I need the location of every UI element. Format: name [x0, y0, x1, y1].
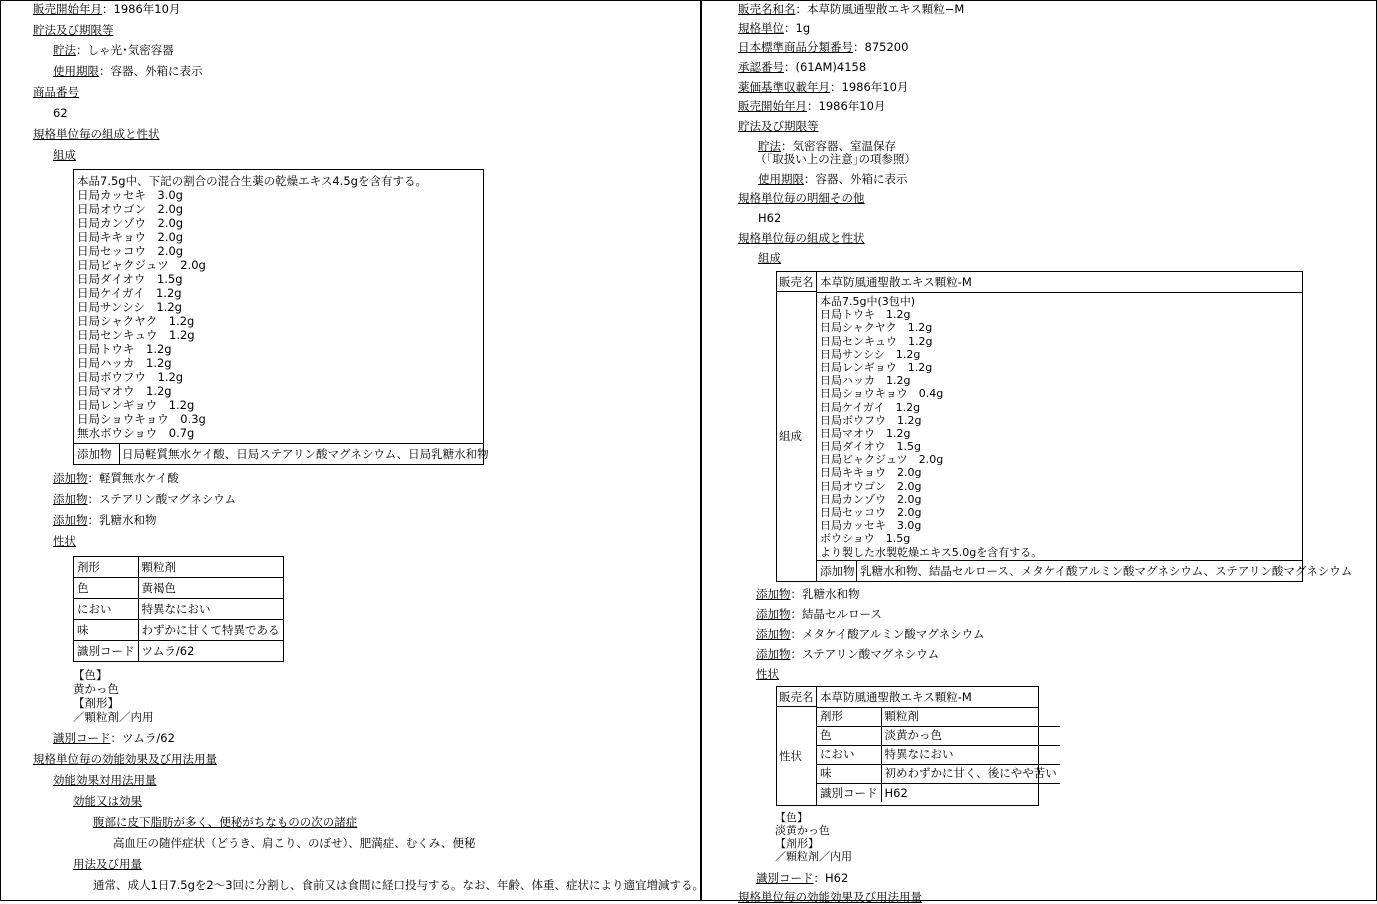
properties-row: 識別コード ツムラ/62 [74, 641, 284, 662]
composition-line: 日局ハッカ 1.2g [77, 356, 172, 370]
composition-line: 日局ケイガイ 1.2g [77, 286, 182, 300]
composition-line: 日局マオウ 1.2g [820, 426, 911, 440]
composition-line: 日局ボウフウ 1.2g [820, 413, 922, 427]
efficacy-label: 効能又は効果 [73, 794, 142, 808]
composition-line: 日局オウゴン 2.0g [77, 202, 184, 216]
composition-lines [820, 295, 1042, 559]
properties-row: 味 初めわずかに甘く、後にやや苦い [817, 764, 1060, 783]
composition-line: 日局センキュウ 1.2g [820, 334, 933, 348]
composition-table: 販売名 本草防風通聖散エキス顆粒-M 組成 本品7.5g中(3包中) 日局トウキ 1.2g 日局シャクヤク 1.2g 日局センキュウ 1.2g 日局サンシシ 1.2g 日局レンギョウ 1.2g 日局ハッカ 1.2g 日局ショウキョウ 0.4g 日局ケイガイ 1.2g 日局ボウフウ 1.2g 日局マオウ 1.2g 日局ダイオウ 1.5g 日局ビャクジュツ 2.0g 日局キキョウ 2.0g 日局オウゴン 2.0g 日局カンゾウ 2.0g 日局セッコウ 2.0g 日局カッセキ 3.0g ボウショウ 1.5g より製した水製乾燥エキス5.0gを含有する。 添加物 乳糖水和物、結晶セルロース、メタケイ酸アルミン酸マグネシウム、ステアリン酸マグネシウム [776, 271, 1303, 582]
composition-line: ボウショウ 1.5g [820, 532, 911, 546]
composition-line: より製した水製乾燥エキス5.0gを含有する。 [820, 545, 1043, 559]
composition-line: 日局オウゴン 2.0g [820, 479, 922, 493]
properties-row: 色 淡黄かっ色 [817, 726, 1060, 745]
efficacy-text: 高血圧の随伴症状（どうき、肩こり、のぼせ）、肥満症、むくみ、便秘 [113, 836, 476, 850]
sales-start-row: 販売開始年月：1986年10月 [738, 99, 886, 113]
properties-row: 剤形 顆粒剤 [74, 557, 284, 578]
composition-line: 日局レンギョウ 1.2g [77, 398, 195, 412]
composition-line: 日局トウキ 1.2g [820, 308, 911, 322]
approval-row: 承認番号：(61AM)4158 [738, 60, 867, 74]
composition-line: 日局ショウキョウ 0.4g [820, 387, 944, 401]
product-number-heading: 商品番号 [33, 85, 79, 99]
composition-line: 日局カッセキ 3.0g [77, 188, 183, 202]
composition-line: 日局ダイオウ 1.5g [77, 272, 183, 286]
composition-line: 日局ボウフウ 1.2g [77, 370, 184, 384]
storage-heading: 貯法及び期限等 [738, 119, 819, 133]
composition-line: 本品7.5g中、下記の割合の混合生薬の乾燥エキス4.5gを含有する。 [77, 174, 427, 188]
storage-row: 貯法：気密容器、室温保存 [758, 139, 896, 153]
composition-lines [74, 170, 483, 440]
properties-row: 味 わずかに甘くて特異である [74, 620, 284, 641]
composition-line: 日局サンシシ 1.2g [77, 300, 182, 314]
additive-row-1: 添加物：乳糖水和物 [756, 587, 860, 601]
dosage-text: 通常、成人1日7.5gを2～3回に分割し、食前又は食間に経口投与する。なお、年齢、体重、症状により適宜増減する。 [93, 878, 705, 892]
composition-line: 日局ショウキョウ 0.3g [77, 412, 206, 426]
spec-heading: 規格単位毎の明細その他 [738, 191, 865, 205]
right-document-pane[interactable] [702, 0, 1377, 904]
storage-row: 貯法：しゃ光･気密容器 [53, 43, 174, 57]
properties-row: におい 特異なにおい [817, 745, 1060, 764]
spec-value: H62 [758, 211, 782, 225]
expiry-row: 使用期限：容器、外箱に表示 [758, 172, 908, 186]
composition-line: 日局トウキ 1.2g [77, 342, 172, 356]
id-code-row: 識別コード：H62 [756, 871, 849, 885]
composition-line: 日局センキュウ 1.2g [77, 328, 195, 342]
efficacy-target: 腹部に皮下脂肪が多く、便秘がちなものの次の諸症 [93, 815, 358, 829]
jsic-row: 日本標準商品分類番号：875200 [738, 40, 909, 54]
composition-line: 本品7.5g中(3包中) [820, 295, 916, 308]
additive-row-3: 添加物：メタケイ酸アルミン酸マグネシウム [756, 627, 985, 641]
composition-subheading: 組成 [758, 251, 781, 265]
sales-start-row: 販売開始年月：1986年10月 [33, 2, 181, 16]
property-notes: 【色】 淡黄かっ色 【剤形】 ／顆粒剤／内用 [775, 811, 852, 863]
composition-heading: 規格単位毎の組成と性状 [33, 127, 160, 141]
composition-additive-row: 添加物 日局軽質無水ケイ酸、日局ステアリン酸マグネシウム、日局乳糖水和物 [74, 443, 483, 465]
product-number-value: 62 [53, 106, 68, 120]
composition-line: 日局レンギョウ 1.2g [820, 360, 933, 374]
composition-line: 日局セッコウ 2.0g [820, 506, 922, 519]
properties-row: 色 黄褐色 [74, 578, 284, 599]
additive-row-3: 添加物：乳糖水和物 [53, 513, 157, 527]
composition-line: 日局セッコウ 2.0g [77, 244, 184, 258]
composition-line: 日局カッセキ 3.0g [820, 519, 922, 533]
composition-table [73, 169, 489, 465]
properties-table: 販売名 本草防風通聖散エキス顆粒-M 性状 剤形 顆粒剤 色 淡黄かっ色 におい 特異なにおい 味 初めわずかに甘く、後にやや苦い 識別コード H62 [776, 686, 1039, 806]
properties-row: 識別コード H62 [817, 783, 1060, 802]
composition-line: 日局サンシシ 1.2g [820, 347, 921, 361]
composition-line: 日局ハッカ 1.2g [820, 374, 911, 388]
property-notes: 【色】 黄かっ色 【剤形】 ／顆粒剤／内用 [73, 668, 154, 724]
dosage-label: 用法及び用量 [73, 857, 142, 871]
efficacy-heading: 規格単位毎の効能効果及び用法用量 [33, 752, 217, 766]
properties-subheading: 性状 [53, 534, 76, 548]
additive-row-2: 添加物：ステアリン酸マグネシウム [53, 492, 237, 506]
composition-line: 日局カンゾウ 2.0g [820, 492, 922, 506]
composition-line: 日局ケイガイ 1.2g [820, 400, 921, 414]
composition-heading: 規格単位毎の組成と性状 [738, 231, 865, 245]
additive-row-2: 添加物：結晶セルロース [756, 607, 882, 621]
efficacy-heading: 規格単位毎の効能効果及び用法用量 [738, 890, 922, 904]
storage-heading: 貯法及び期限等 [33, 23, 114, 37]
composition-line: 日局キキョウ 2.0g [77, 230, 184, 244]
properties-table [73, 556, 284, 662]
additive-row-4: 添加物：ステアリン酸マグネシウム [756, 647, 940, 661]
composition-line: 日局シャクヤク 1.2g [77, 314, 195, 328]
additive-row-1: 添加物：軽質無水ケイ酸 [53, 471, 179, 485]
composition-line: 日局シャクヤク 1.2g [820, 321, 933, 335]
properties-inner-table [817, 707, 1060, 802]
composition-line: 無水ボウショウ 0.7g [77, 426, 195, 440]
efficacy-subheading: 効能効果対用法用量 [53, 773, 157, 787]
composition-line: 日局ビャクジュツ 2.0g [77, 258, 206, 272]
unit-row: 規格単位：1g [738, 21, 811, 35]
properties-row: 剤形 顆粒剤 [817, 707, 1060, 726]
composition-line: 日局マオウ 1.2g [77, 384, 172, 398]
composition-line: 日局キキョウ 2.0g [820, 466, 922, 480]
expiry-row: 使用期限：容器、外箱に表示 [53, 64, 203, 78]
price-listing-row: 薬価基準収載年月：1986年10月 [738, 80, 909, 94]
composition-subheading: 組成 [53, 148, 76, 162]
properties-row: におい 特異なにおい [74, 599, 284, 620]
properties-subheading: 性状 [756, 667, 779, 681]
sales-name-row: 販売名和名：本草防風通聖散エキス顆粒−M [738, 2, 965, 16]
id-code-row: 識別コード：ツムラ/62 [53, 731, 175, 745]
composition-line: 日局カンゾウ 2.0g [77, 216, 184, 230]
composition-line: 日局ビャクジュツ 2.0g [820, 453, 944, 467]
composition-line: 日局ダイオウ 1.5g [820, 440, 921, 454]
storage-note: （｢取扱い上の注意｣の項参照） [755, 152, 916, 166]
